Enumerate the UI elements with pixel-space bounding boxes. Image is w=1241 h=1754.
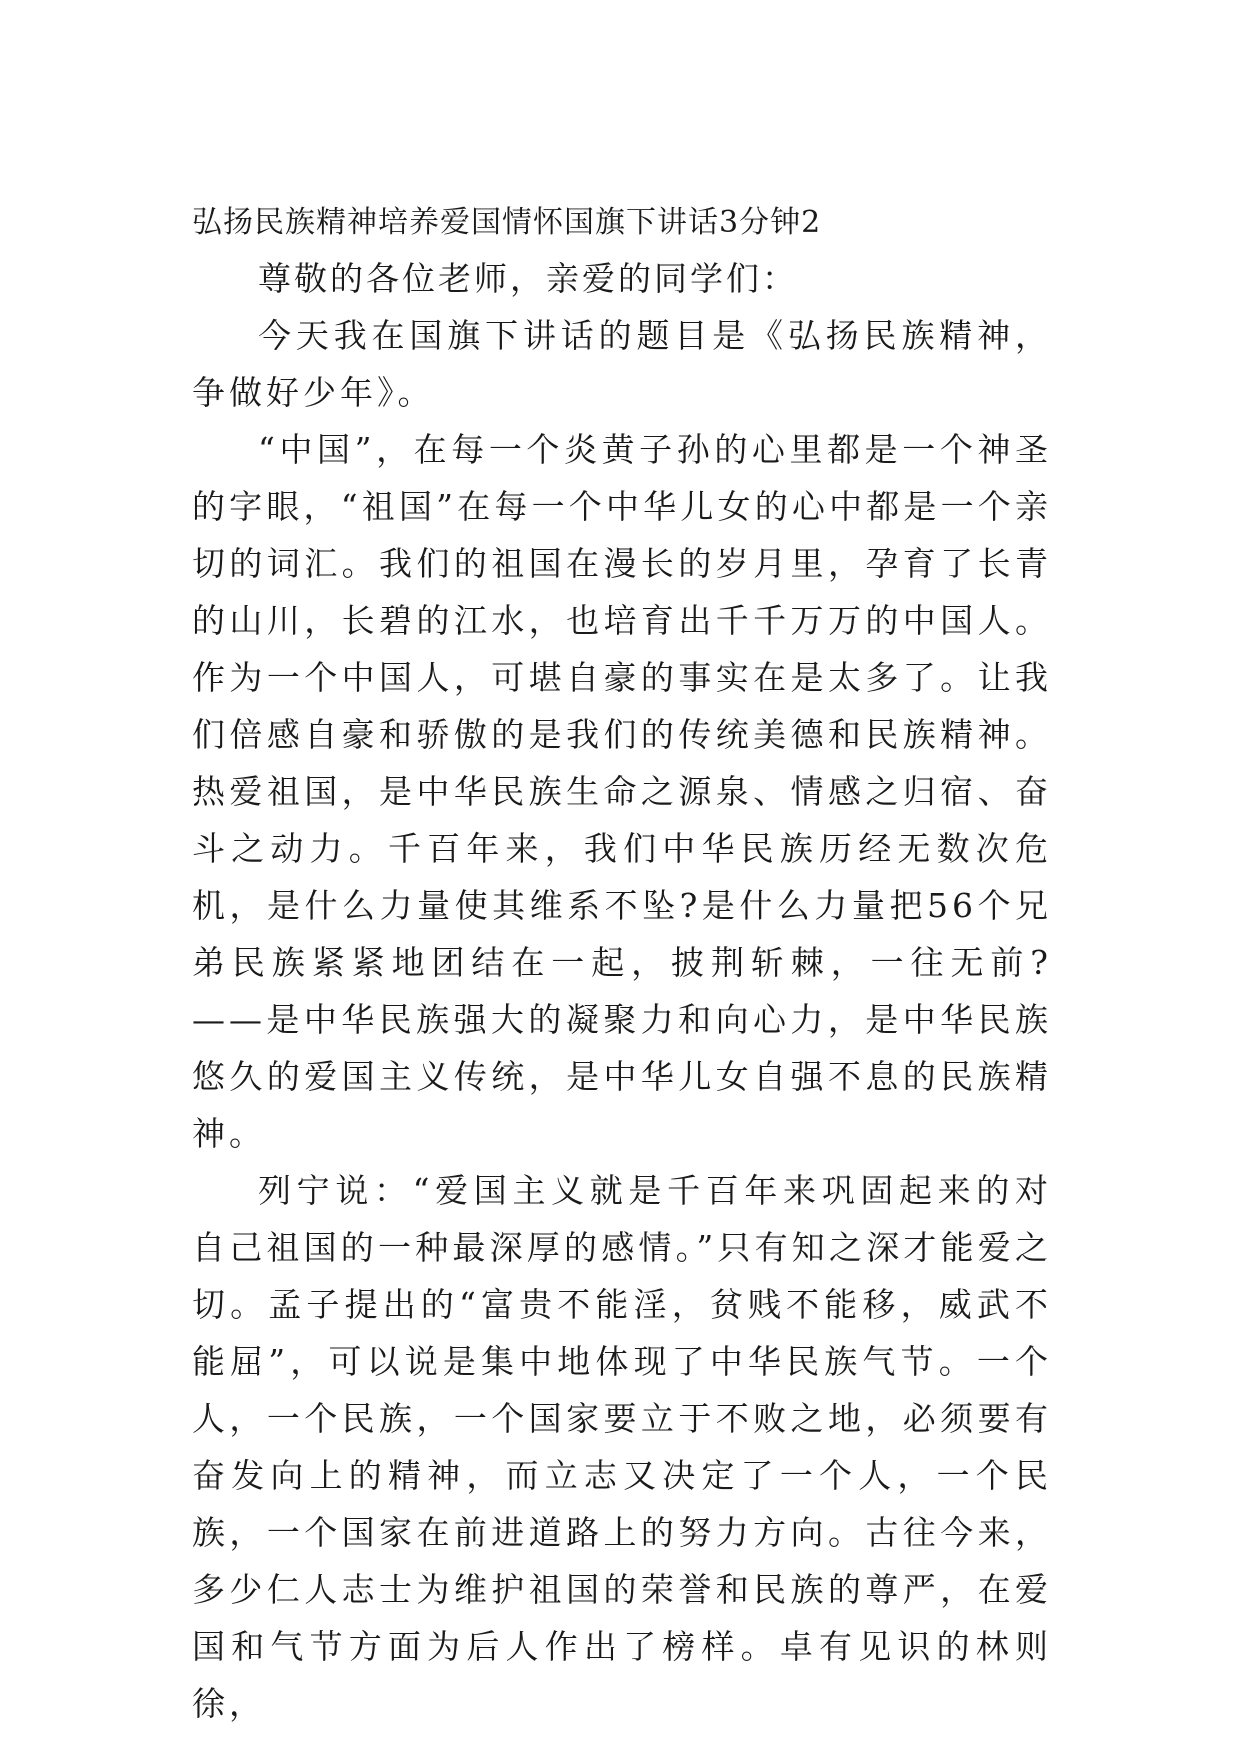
document-title: 弘扬民族精神培养爱国情怀国旗下讲话3分钟2 (192, 205, 822, 240)
paragraph-topic: 今天我在国旗下讲话的题目是《弘扬民族精神，争做好少年》。 (192, 316, 1052, 412)
document-body (192, 250, 1052, 1732)
paragraph-salutation: 尊敬的各位老师，亲爱的同学们： (258, 259, 798, 298)
paragraph-lenin: 列宁说：“爱国主义就是千百年来巩固起来的对自己祖国的一种最深厚的感情。”只有知之深才能爱之切。孟子提出的“富贵不能淫，贫贱不能移，威武不能屈”，可以说是集中地体现了中华民族气节。一个人，一个民族，一个国家要立于不败之地，必须要有奋发向上的精神，而立志又决定了一个人，一个民族，一个国家在前进道路上的努力方向。古往今来，多少仁人志士为维护祖国的荣誉和民族的尊严，在爱国和气节方面为后人作出了榜样。卓有见识的林则徐， (192, 1171, 1052, 1723)
paragraph-china: “中国”，在每一个炎黄子孙的心里都是一个神圣的字眼，“祖国”在每一个中华儿女的心中都是一个亲切的词汇。我们的祖国在漫长的岁月里，孕育了长青的山川，长碧的江水，也培育出千千万万的中国人。作为一个中国人，可堪自豪的事实在是太多了。让我们倍感自豪和骄傲的是我们的传统美德和民族精神。热爱祖国，是中华民族生命之源泉、情感之归宿、奋斗之动力。千百年来，我们中华民族历经无数次危机，是什么力量使其维系不坠?是什么力量把56个兄弟民族紧紧地团结在一起，披荆斩棘，一往无前?——是中华民族强大的凝聚力和向心力，是中华民族悠久的爱国主义传统，是中华儿女自强不息的民族精神。 (192, 430, 1052, 1153)
